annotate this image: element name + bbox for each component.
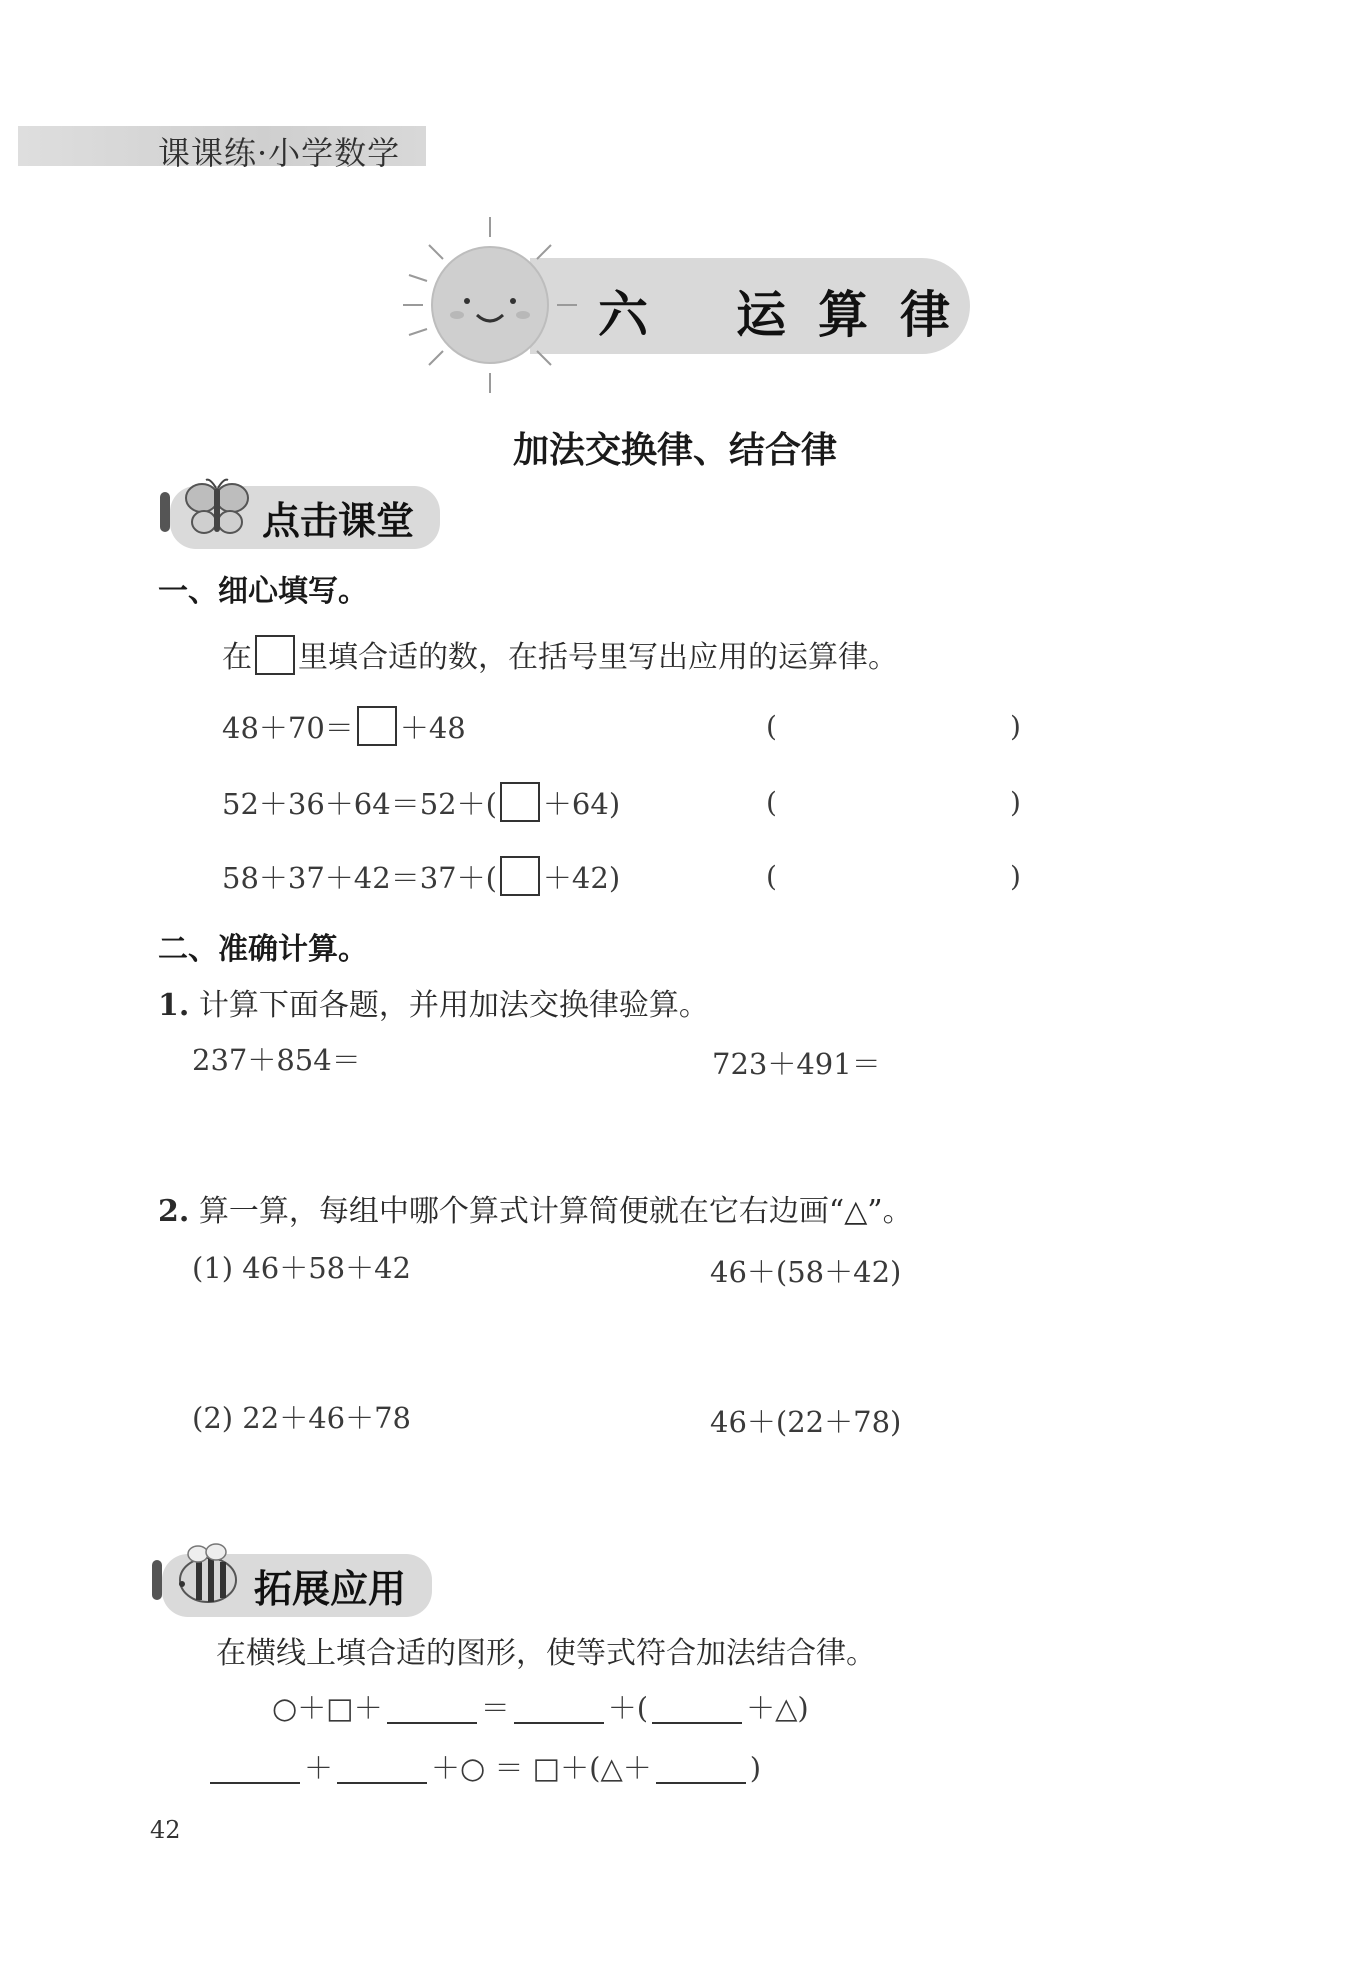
paren-open: (	[766, 786, 777, 819]
paren-close: )	[1010, 860, 1021, 893]
butterfly-icon	[182, 476, 252, 542]
fill-blank[interactable]	[387, 1692, 477, 1724]
q2-group1-a: (1) 46＋58＋42	[192, 1251, 412, 1285]
q1-expr-b: 723＋491＝	[712, 1047, 881, 1081]
q1-expr-a: 237＋854＝	[192, 1043, 361, 1077]
equation-part: ＋	[304, 1751, 334, 1785]
section-tag-classroom: 点击课堂	[170, 486, 440, 549]
expr-right: ＋42)	[542, 861, 621, 895]
fill-blank[interactable]	[652, 1692, 742, 1724]
sun-icon	[395, 215, 585, 395]
part1-heading: 一、细心填写。	[158, 574, 368, 609]
page-number: 42	[150, 1816, 181, 1844]
q2-group1-b: 46＋(58＋42)	[710, 1255, 902, 1289]
part2-heading: 二、准确计算。	[158, 932, 368, 967]
paren-close: )	[1010, 786, 1021, 819]
q2-text	[158, 1186, 913, 1230]
expr-left: 52＋36＋64＝52＋(	[222, 787, 497, 821]
fill-row	[222, 706, 466, 747]
answer-box[interactable]	[357, 706, 397, 746]
equation-part: ＋(	[607, 1691, 649, 1725]
expr-right: ＋48	[399, 711, 466, 745]
fill-row	[222, 782, 620, 823]
section-tag-extension: 拓展应用	[162, 1554, 432, 1617]
q2-group2-b: 46＋(22＋78)	[710, 1405, 902, 1439]
paren-close: )	[1010, 710, 1021, 743]
header-title: 课课练·小学数学	[158, 134, 401, 172]
q1-text	[158, 980, 709, 1024]
instruction-text: 在	[222, 640, 252, 675]
question-number: 1.	[158, 988, 190, 1023]
equation-part: ○＋□＋	[272, 1691, 383, 1725]
lesson-title: 加法交换律、结合律	[512, 430, 837, 471]
chapter-title-char: 算	[818, 286, 868, 344]
paren-open: (	[766, 860, 777, 893]
fill-blank[interactable]	[656, 1752, 746, 1784]
expr-right: ＋64)	[542, 787, 621, 821]
instruction-text: 里填合适的数，在括号里写出应用的运算律。	[298, 640, 898, 675]
equation-part: ＋○ ＝ □＋(△＋	[431, 1751, 652, 1785]
equation-part: ＋△)	[746, 1691, 809, 1725]
extension-line-1	[272, 1686, 809, 1727]
bee-icon	[168, 1540, 244, 1610]
section-tag-cap	[160, 492, 170, 532]
section-tag-cap	[152, 1560, 162, 1600]
chapter-title-char: 律	[900, 286, 950, 344]
equation-part: ＝	[480, 1691, 510, 1725]
question-number: 2.	[158, 1194, 190, 1229]
fill-blank[interactable]	[337, 1752, 427, 1784]
fill-blank[interactable]	[210, 1752, 300, 1784]
chapter-number: 六	[598, 286, 648, 344]
expr-left: 48＋70＝	[222, 711, 354, 745]
answer-box	[255, 635, 295, 675]
extension-instruction: 在横线上填合适的图形，使等式符合加法结合律。	[216, 1636, 876, 1671]
part1-instruction	[222, 632, 898, 676]
question-text: 算一算，每组中哪个算式计算简便就在它右边画“△”。	[198, 1194, 913, 1229]
paren-open: (	[766, 710, 777, 743]
answer-box[interactable]	[500, 856, 540, 896]
expr-left: 58＋37＋42＝37＋(	[222, 861, 497, 895]
question-text: 计算下面各题，并用加法交换律验算。	[198, 988, 709, 1023]
chapter-title-char: 运	[736, 286, 786, 344]
q2-group2-a: (2) 22＋46＋78	[192, 1401, 412, 1435]
answer-box[interactable]	[500, 782, 540, 822]
fill-row	[222, 856, 620, 897]
fill-blank[interactable]	[514, 1692, 604, 1724]
extension-line-2	[206, 1746, 761, 1787]
equation-part: )	[749, 1751, 762, 1785]
